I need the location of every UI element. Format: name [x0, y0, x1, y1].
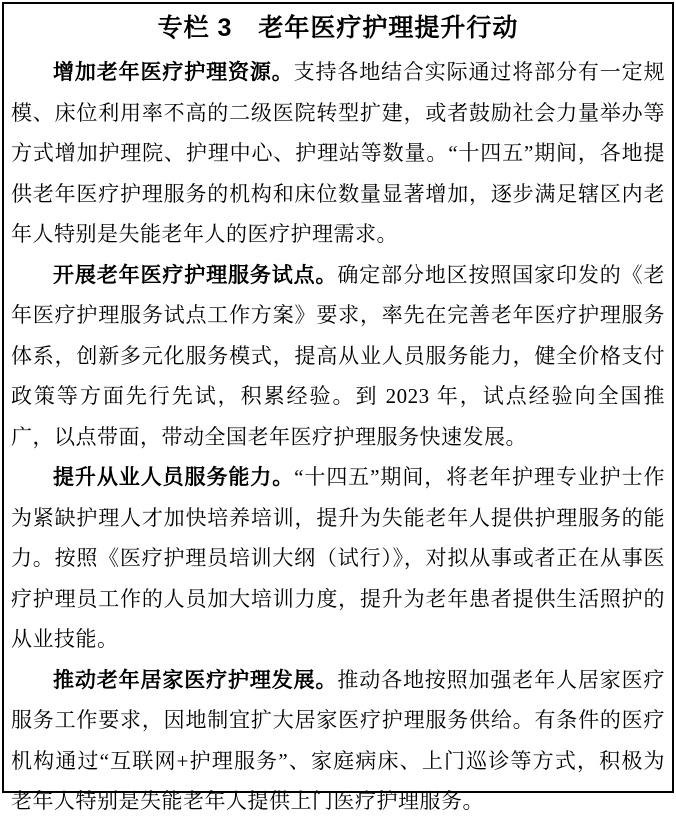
paragraph-lead: 增加老年医疗护理资源。 — [53, 60, 294, 84]
paragraph-body: “十四五”期间，将老年护理专业护士作为紧缺护理人才加快培养培训，提升为失能老年人提供护理服务的能力。按照《医疗护理员培训大纲（试行）》，对拟从事或者正在从事医疗护理员工作的人员加大培训力度，提升为老年患者提供生活照护的从业技能。 — [11, 465, 666, 651]
column-box — [2, 2, 674, 813]
paragraph-body: 推动各地按照加强老年人居家医疗服务工作要求，因地制宜扩大居家医疗护理服务供给。有条件的医疗机构通过“互联网+护理服务”、家庭病床、上门巡诊等方式，积极为老年人特别是失能老年人提供上门医疗护理服务。 — [11, 667, 666, 813]
paragraph-lead: 开展老年医疗护理服务试点。 — [53, 262, 338, 287]
paragraph-pilot-services — [11, 255, 665, 458]
paragraph-body: 确定部分地区按照国家印发的《老年医疗护理服务试点工作方案》要求，率先在完善老年医疗护理服务体系，创新多元化服务模式，提高从业人员服务能力，健全价格支付政策等方面先行先试，积累经验。到 2023 年，试点经验向全国推广，以点带面，带动全国老年医疗护理服务快速发展。 — [11, 262, 666, 449]
paragraph-body: 支持各地结合实际通过将部分有一定规模、床位利用率不高的二级医院转型扩建，或者鼓励社会力量举办等方式增加护理院、护理中心、护理站等数量。“十四五”期间，各地提供老年医疗护理服务的机构和床位数量显著增加，逐步满足辖区内老年人特别是失能老年人的医疗护理需求。 — [11, 60, 666, 246]
paragraph-lead: 推动老年居家医疗护理发展。 — [53, 667, 338, 692]
paragraph-home-care — [11, 660, 665, 822]
column-box-title: 专栏 3 老年医疗护理提升行动 — [157, 14, 519, 42]
paragraph-lead: 提升从业人员服务能力。 — [53, 465, 295, 489]
paragraph-staff-capability — [11, 457, 665, 660]
paragraph-increase-resources — [11, 52, 665, 255]
